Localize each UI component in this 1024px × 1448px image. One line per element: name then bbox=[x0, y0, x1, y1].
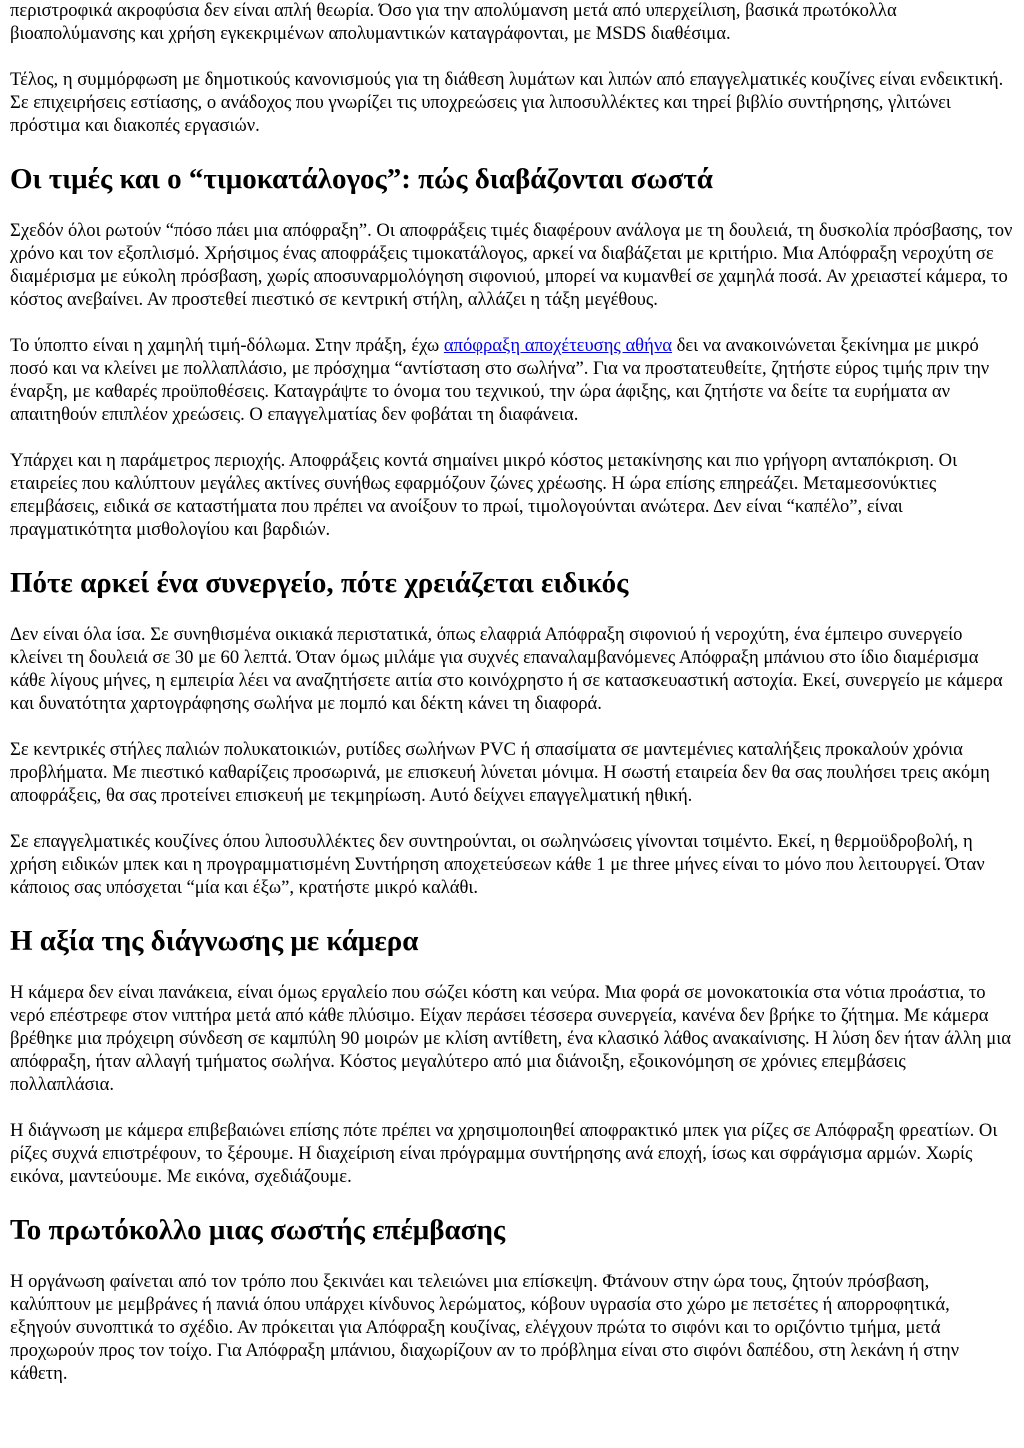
paragraph: Υπάρχει και η παράμετρος περιοχής. Αποφράξεις κοντά σημαίνει μικρό κόστος μετακίνησης και πιο γρήγορη ανταπόκριση. Οι εταιρείες που καλύπτουν μεγάλες ακτίνες συνήθως εφαρμόζουν ζώνες χρέωσης. Η ώρα επίσης επηρεάζει. Μεταμεσονύκτιες επεμβάσεις, ειδικά σε καταστήματα που πρέπει να ανοίξουν το πρωί, τιμολογούνται ανώτερα. Δεν είναι “καπέλο”, είναι πραγματικότητα μισθολογίου και βαρδιών. bbox=[10, 450, 958, 540]
paragraph: Σχεδόν όλοι ρωτούν “πόσο πάει μια απόφραξη”. Οι αποφράξεις τιμές διαφέρουν ανάλογα με τη δουλειά, τη δυσκολία πρόσβασης, τον χρόνο και τον εξοπλισμό. Χρήσιμος ένας αποφράξεις τιμοκατάλογος, αρκεί να διαβάζεται με κριτήριο. Μια Απόφραξη νεροχύτη σε διαμέρισμα με εύκολη πρόσβαση, χωρίς αποσυναρμολόγηση σιφονιού, μπορεί να κυμανθεί σε χαμηλά ποσά. Αν χρειαστεί κάμερα, το κόστος ανεβαίνει. Αν προστεθεί πιεστικό σε κεντρική στήλη, αλλάζει η τάξη μεγέθους. bbox=[10, 220, 1013, 310]
paragraph: Τέλος, η συμμόρφωση με δημοτικούς κανονισμούς για τη διάθεση λυμάτων και λιπών από επαγγελματικές κουζίνες είναι ενδεικτική. Σε επιχειρήσεις εστίασης, ο ανάδοχος που γνωρίζει τις υποχρεώσεις για λιποσυλλέκτες και τηρεί βιβλίο συντήρησης, γλιτώνει πρόστιμα και διακοπές εργασιών. bbox=[10, 69, 1004, 136]
paragraph-text: Το ύποπτο είναι η χαμηλή τιμή-δόλωμα. Στην πράξη, έχω bbox=[10, 335, 444, 356]
paragraph: Δεν είναι όλα ίσα. Σε συνηθισμένα οικιακά περιστατικά, όπως ελαφριά Απόφραξη σιφονιού ή νεροχύτη, ένα έμπειρο συνεργείο κλείνει τη δουλειά σε 30 με 60 λεπτά. Όταν όμως μιλάμε για συχνές επαναλαμβανόμενες Απόφραξη μπάνιου στο ίδιο διαμέρισμα κάθε λίγους μήνες, η εμπειρία λέει να αναζητήσετε αιτία στο κοινόχρηστο ή σε κατασκευαστική αστοχία. Εκεί, συνεργείο με κάμερα και δυνατότητα χαρτογράφησης σωλήνα με πομπό και δέκτη κάνει τη διαφορά. bbox=[10, 624, 1003, 714]
section-heading-camera: Η αξία της διάγνωσης με κάμερα bbox=[10, 925, 419, 957]
drain-unclog-athens-link[interactable]: απόφραξη αποχέτευσης αθήνα bbox=[443, 335, 672, 356]
section-heading-prices: Οι τιμές και ο “τιμοκατάλογος”: πώς διαβάζονται σωστά bbox=[10, 163, 713, 195]
section-heading-protocol: Το πρωτόκολλο μιας σωστής επέμβασης bbox=[10, 1214, 506, 1246]
paragraph: περιστροφικά ακροφύσια δεν είναι απλή θεωρία. Όσο για την απολύμανση μετά από υπερχείλιση, βασικά πρωτόκολλα βιοαπολύμανσης και χρήση εγκεκριμένων απολυμαντικών καταγράφονται, με MSDS διαθέσιμα. bbox=[10, 0, 897, 44]
paragraph: Σε κεντρικές στήλες παλιών πολυκατοικιών, ρυτίδες σωλήνων PVC ή σπασίματα σε μαντεμένιες καταλήξεις προκαλούν χρόνια προβλήματα. Με πιεστικό καθαρίζεις προσωρινά, με επισκευή λύνεται μόνιμα. Η σωστή εταιρεία δεν θα σας πουλήσει τρεις ακόμη αποφράξεις, θα σας προτείνει επισκευή με τεκμηρίωση. Αυτό δείχνει επαγγελματική ηθική. bbox=[10, 739, 990, 806]
paragraph-with-link bbox=[10, 334, 1014, 426]
paragraph: Η οργάνωση φαίνεται από τον τρόπο που ξεκινάει και τελειώνει μια επίσκεψη. Φτάνουν στην ώρα τους, ζητούν πρόσβαση, καλύπτουν με μεμβράνες ή πανιά όπου υπάρχει κίνδυνος λερώματος, κόβουν υγρασία στο χώρο με πετσέτες ή απορροφητικά, εξηγούν συνοπτικά το σχέδιο. Αν πρόκειται για Απόφραξη κουζίνας, ελέγχουν πρώτα το σιφόνι και το οριζόντιο τμήμα, μετά προχωρούν προς τον τοίχο. Για Απόφραξη μπάνιου, διαχωρίζουν αν το πρόβλημα είναι στο σιφόνι δαπέδου, στη λεκάνη ή στην κάθετη. bbox=[10, 1271, 960, 1384]
paragraph: Σε επαγγελματικές κουζίνες όπου λιποσυλλέκτες δεν συντηρούνται, οι σωληνώσεις γίνονται τσιμέντο. Εκεί, η θερμοϋδροβολή, η χρήση ειδικών μπεκ και η προγραμματισμένη Συντήρηση αποχετεύσεων κάθε 1 με three μήνες είναι το μόνο που λειτουργεί. Όταν κάποιος σας υπόσχεται “μία και έξω”, κρατήστε μικρό καλάθι. bbox=[10, 831, 985, 898]
paragraph-text: δει να ανακοινώνεται ξεκίνημα με μικρό ποσό και να κλείνει με πολλαπλάσιο, με πρόσχημα “αντίσταση στο σωλήνα”. Για να προστατευθείτε, ζητήστε εύρος τιμής πριν την έναρξη, με καθαρές προϋποθέσεις. Καταγράψτε το όνομα του τεχνικού, την ώρα άφιξης, και ζητήστε να δείτε τα ευρήματα αν απαιτηθούν επιπλέον χρεώσεις. Ο επαγγελματίας δεν φοβάται τη διαφάνεια. bbox=[10, 335, 990, 425]
section-heading-specialist: Πότε αρκεί ένα συνεργείο, πότε χρειάζεται ειδικός bbox=[10, 567, 629, 599]
paragraph: Η διάγνωση με κάμερα επιβεβαιώνει επίσης πότε πρέπει να χρησιμοποιηθεί αποφρακτικό μπεκ για ρίζες σε Απόφραξη φρεατίων. Οι ρίζες συχνά επιστρέφουν, το ξέρουμε. Η διαχείριση είναι πρόγραμμα συντήρησης ανά εποχή, ίσως και σφράγισμα αρμών. Χωρίς εικόνα, μαντεύουμε. Με εικόνα, σχεδιάζουμε. bbox=[10, 1120, 998, 1187]
paragraph: Η κάμερα δεν είναι πανάκεια, είναι όμως εργαλείο που σώζει κόστη και νεύρα. Μια φορά σε μονοκατοικία στα νότια προάστια, το νερό επέστρεφε στον νιπτήρα μετά από κάθε πλύσιμο. Είχαν περάσει τέσσερα συνεργεία, κανένα δεν βρήκε το ζήτημα. Με κάμερα βρέθηκε μια πρόχειρη σύνδεση σε καμπύλη 90 μοιρών με κλίση αντίθετη, ένα κλασικό λάθος ανακαίνισης. Η λύση δεν ήταν άλλη μια απόφραξη, ήταν αλλαγή τμήματος σωλήνα. Κόστος μεγαλύτερο από μια διάνοιξη, εξοικονόμηση σε χρόνιες επεμβάσεις πολλαπλάσια. bbox=[10, 982, 1011, 1095]
